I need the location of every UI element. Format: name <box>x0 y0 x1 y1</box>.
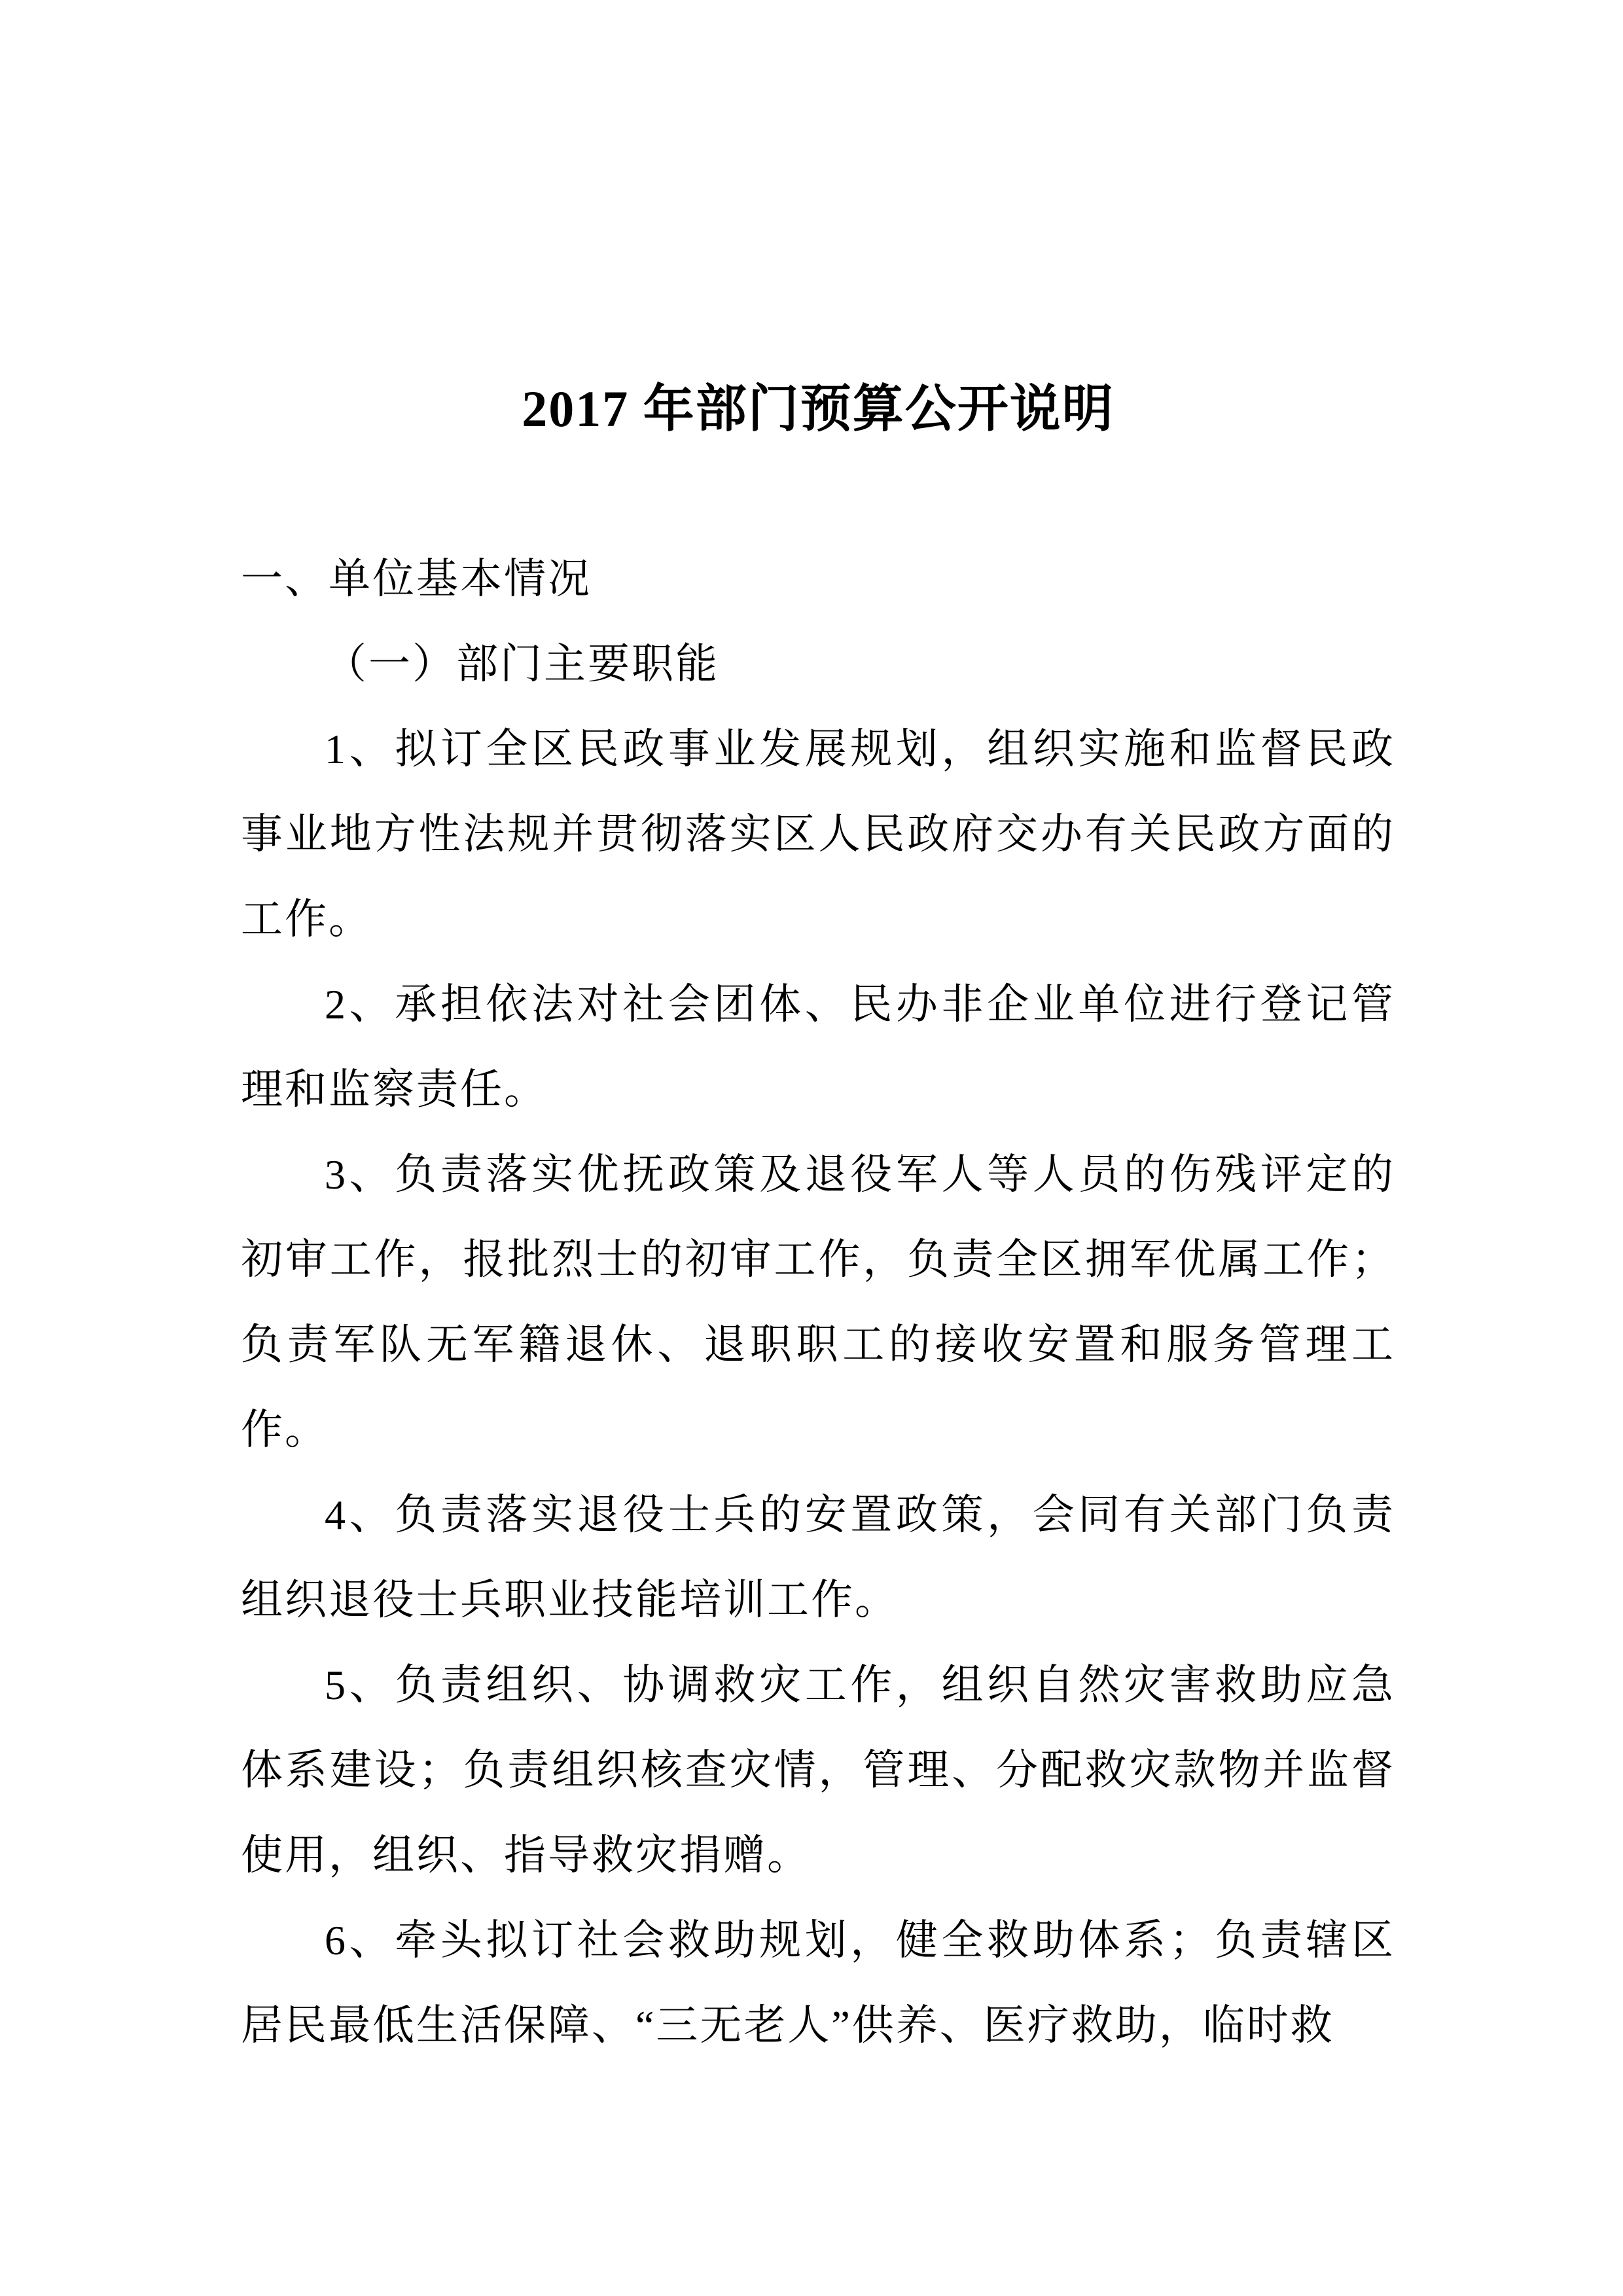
subsection-heading: （一）部门主要职能 <box>325 641 719 687</box>
document-title: 2017 年部门预算公开说明 <box>522 380 1115 437</box>
body-paragraph-1: 1、拟订全区民政事业发展规划，组织实施和监督民政事业地方性法规并贯彻落实区人民政府交办有关民政方面的工作。 <box>241 726 1395 942</box>
body-paragraph-2: 2、承担依法对社会团体、民办非企业单位进行登记管理和监察责任。 <box>241 981 1395 1113</box>
body-paragraph-6: 6、牵头拟订社会救助规划，健全救助体系；负责辖区居民最低生活保障、“三无老人”供养、医疗救助，临时救 <box>241 1917 1395 2049</box>
section-heading: 一、单位基本情况 <box>241 556 592 602</box>
body-paragraph-3: 3、负责落实优抚政策及退役军人等人员的伤残评定的初审工作，报批烈士的初审工作，负责全区拥军优属工作；负责军队无军籍退休、退职职工的接收安置和服务管理工作。 <box>241 1151 1395 1453</box>
body-paragraph-5: 5、负责组织、协调救灾工作，组织自然灾害救助应急体系建设；负责组织核查灾情，管理、分配救灾款物并监督使用，组织、指导救灾捐赠。 <box>241 1662 1395 1878</box>
body-paragraph-4: 4、负责落实退役士兵的安置政策，会同有关部门负责组织退役士兵职业技能培训工作。 <box>241 1492 1395 1623</box>
document-body <box>241 537 1395 2068</box>
